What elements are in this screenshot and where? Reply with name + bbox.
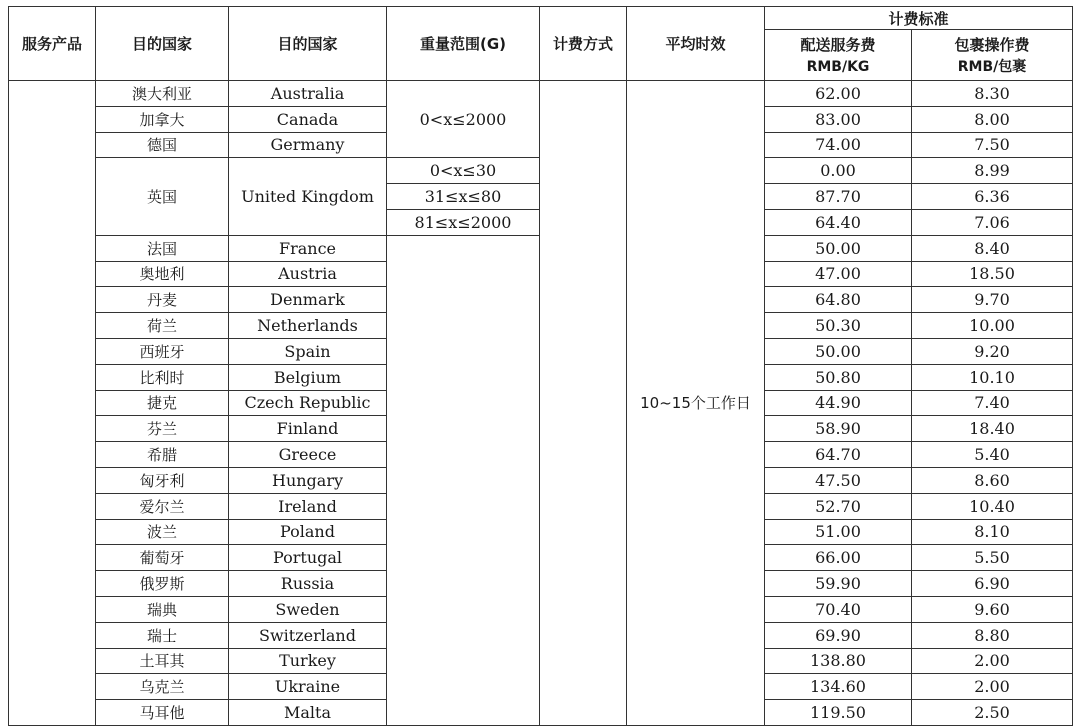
handling-fee-cell: 2.50 [912, 700, 1073, 726]
country-en-cell: Germany [229, 132, 387, 158]
country-cn-cell: 西班牙 [96, 338, 229, 364]
country-en-cell: Russia [229, 571, 387, 597]
delivery-fee-cell: 69.90 [765, 622, 912, 648]
handling-fee-cell: 8.99 [912, 158, 1073, 184]
weight-range-cell-empty [387, 235, 540, 725]
country-cn-cell: 土耳其 [96, 648, 229, 674]
delivery-fee-cell: 62.00 [765, 81, 912, 107]
handling-fee-cell: 8.00 [912, 106, 1073, 132]
country-en-cell: Austria [229, 261, 387, 287]
delivery-fee-cell: 59.90 [765, 571, 912, 597]
country-en-cell: Czech Republic [229, 390, 387, 416]
delivery-fee-cell: 44.90 [765, 390, 912, 416]
delivery-fee-cell: 66.00 [765, 545, 912, 571]
header-handling-fee [912, 30, 1073, 81]
delivery-fee-unit: RMB/KG [806, 59, 870, 75]
country-en-cell: Poland [229, 519, 387, 545]
country-en-cell: Turkey [229, 648, 387, 674]
table-header [9, 7, 1073, 81]
country-cn-cell: 俄罗斯 [96, 571, 229, 597]
header-dest-country-en: 目的国家 [229, 7, 387, 81]
country-en-cell: Canada [229, 106, 387, 132]
weight-range-cell: 0<x≤2000 [387, 81, 540, 158]
country-cn-cell: 捷克 [96, 390, 229, 416]
country-en-cell: Spain [229, 338, 387, 364]
handling-fee-cell: 7.06 [912, 209, 1073, 235]
weight-range-cell: 31≤x≤80 [387, 184, 540, 210]
handling-fee-cell: 6.36 [912, 184, 1073, 210]
country-en-cell: Australia [229, 81, 387, 107]
country-cn-cell: 瑞士 [96, 622, 229, 648]
country-en-cell: Sweden [229, 596, 387, 622]
handling-fee-cell: 2.00 [912, 674, 1073, 700]
handling-fee-cell: 2.00 [912, 648, 1073, 674]
header-delivery-fee [765, 30, 912, 81]
handling-fee-cell: 18.50 [912, 261, 1073, 287]
country-en-cell: Finland [229, 416, 387, 442]
country-en-cell: Switzerland [229, 622, 387, 648]
delivery-fee-cell: 119.50 [765, 700, 912, 726]
handling-fee-cell: 18.40 [912, 416, 1073, 442]
country-en-cell: Netherlands [229, 313, 387, 339]
delivery-fee-cell: 64.40 [765, 209, 912, 235]
country-cn-cell: 葡萄牙 [96, 545, 229, 571]
country-cn-cell: 马耳他 [96, 700, 229, 726]
handling-fee-cell: 9.20 [912, 338, 1073, 364]
country-en-cell: United Kingdom [229, 158, 387, 235]
handling-fee-cell: 5.50 [912, 545, 1073, 571]
delivery-fee-cell: 51.00 [765, 519, 912, 545]
country-en-cell: Portugal [229, 545, 387, 571]
rate-table [8, 6, 1073, 726]
country-en-cell: Hungary [229, 467, 387, 493]
header-avg-time: 平均时效 [627, 7, 765, 81]
header-billing-method: 计费方式 [540, 7, 627, 81]
table-body [9, 81, 1073, 726]
country-cn-cell: 乌克兰 [96, 674, 229, 700]
handling-fee-cell: 9.70 [912, 287, 1073, 313]
header-dest-country-cn: 目的国家 [96, 7, 229, 81]
country-en-cell: Ukraine [229, 674, 387, 700]
country-cn-cell: 荷兰 [96, 313, 229, 339]
delivery-fee-cell: 70.40 [765, 596, 912, 622]
country-cn-cell: 奥地利 [96, 261, 229, 287]
handling-fee-cell: 6.90 [912, 571, 1073, 597]
handling-fee-cell: 8.80 [912, 622, 1073, 648]
country-cn-cell: 希腊 [96, 442, 229, 468]
delivery-fee-cell: 74.00 [765, 132, 912, 158]
delivery-fee-cell: 64.80 [765, 287, 912, 313]
handling-fee-cell: 7.50 [912, 132, 1073, 158]
country-cn-cell: 比利时 [96, 364, 229, 390]
country-en-cell: Belgium [229, 364, 387, 390]
country-cn-cell: 法国 [96, 235, 229, 261]
country-en-cell: Greece [229, 442, 387, 468]
country-cn-cell: 英国 [96, 158, 229, 235]
handling-fee-cell: 8.10 [912, 519, 1073, 545]
country-en-cell: Malta [229, 700, 387, 726]
service-product-cell [9, 81, 96, 726]
handling-fee-cell: 5.40 [912, 442, 1073, 468]
country-cn-cell: 丹麦 [96, 287, 229, 313]
delivery-fee-cell: 64.70 [765, 442, 912, 468]
handling-fee-cell: 8.30 [912, 81, 1073, 107]
delivery-fee-cell: 50.00 [765, 338, 912, 364]
delivery-fee-cell: 47.00 [765, 261, 912, 287]
avg-time-cell: 10~15个工作日 [627, 81, 765, 726]
delivery-fee-cell: 87.70 [765, 184, 912, 210]
country-en-cell: Denmark [229, 287, 387, 313]
country-cn-cell: 澳大利亚 [96, 81, 229, 107]
delivery-fee-cell: 52.70 [765, 493, 912, 519]
country-en-cell: France [229, 235, 387, 261]
country-en-cell: Ireland [229, 493, 387, 519]
country-cn-cell: 匈牙利 [96, 467, 229, 493]
delivery-fee-cell: 50.80 [765, 364, 912, 390]
country-cn-cell: 爱尔兰 [96, 493, 229, 519]
delivery-fee-label: 配送服务费 [800, 36, 876, 54]
weight-range-cell: 0<x≤30 [387, 158, 540, 184]
country-cn-cell: 德国 [96, 132, 229, 158]
delivery-fee-cell: 58.90 [765, 416, 912, 442]
weight-range-cell: 81≤x≤2000 [387, 209, 540, 235]
handling-fee-label: 包裹操作费 [954, 36, 1030, 54]
handling-fee-cell: 10.40 [912, 493, 1073, 519]
delivery-fee-cell: 50.00 [765, 235, 912, 261]
handling-fee-cell: 10.00 [912, 313, 1073, 339]
handling-fee-cell: 10.10 [912, 364, 1073, 390]
handling-fee-cell: 9.60 [912, 596, 1073, 622]
delivery-fee-cell: 50.30 [765, 313, 912, 339]
header-service-product: 服务产品 [9, 7, 96, 81]
delivery-fee-cell: 134.60 [765, 674, 912, 700]
handling-fee-cell: 7.40 [912, 390, 1073, 416]
country-cn-cell: 瑞典 [96, 596, 229, 622]
country-cn-cell: 芬兰 [96, 416, 229, 442]
delivery-fee-cell: 47.50 [765, 467, 912, 493]
header-fee-standard: 计费标准 [765, 7, 1073, 30]
country-cn-cell: 加拿大 [96, 106, 229, 132]
handling-fee-cell: 8.40 [912, 235, 1073, 261]
handling-fee-unit: RMB/包裹 [957, 59, 1027, 75]
billing-method-cell [540, 81, 627, 726]
delivery-fee-cell: 83.00 [765, 106, 912, 132]
country-cn-cell: 波兰 [96, 519, 229, 545]
header-weight-range: 重量范围(G) [387, 7, 540, 81]
delivery-fee-cell: 0.00 [765, 158, 912, 184]
handling-fee-cell: 8.60 [912, 467, 1073, 493]
table-row [9, 81, 1073, 107]
delivery-fee-cell: 138.80 [765, 648, 912, 674]
